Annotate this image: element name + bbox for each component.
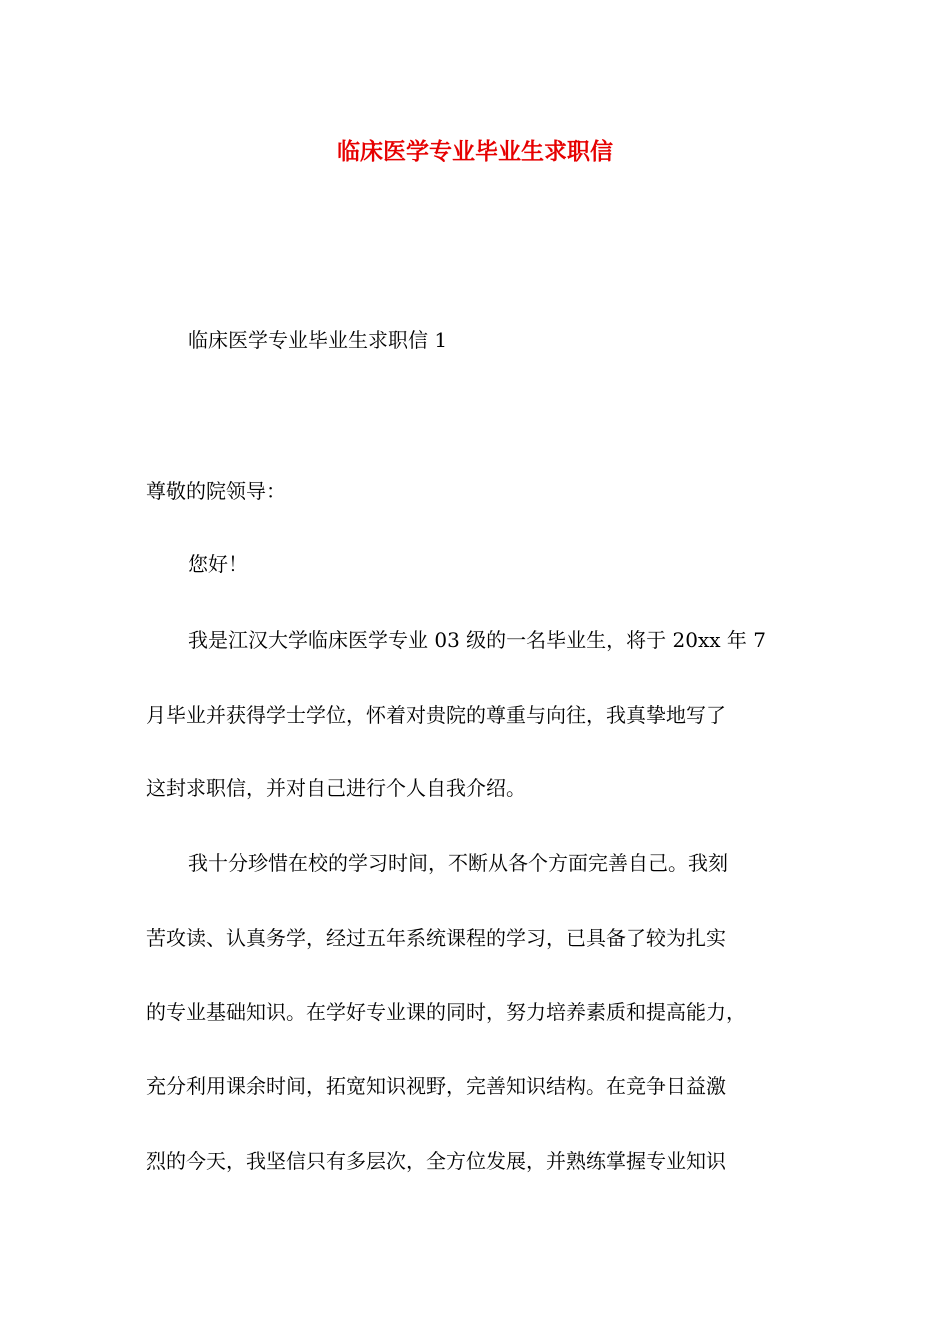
body-line: 月毕业并获得学士学位，怀着对贵院的尊重与向往，我真挚地写了 bbox=[146, 703, 726, 727]
body-line: 烈的今天，我坚信只有多层次，全方位发展，并熟练掌握专业知识 bbox=[146, 1149, 726, 1173]
body-line: 苦攻读、认真务学，经过五年系统课程的学习，已具备了较为扎实 bbox=[146, 926, 726, 950]
document-title: 临床医学专业毕业生求职信 bbox=[337, 138, 613, 165]
greeting: 您好！ bbox=[188, 552, 248, 576]
body-line: 的专业基础知识。在学好专业课的同时，努力培养素质和提高能力， bbox=[146, 1000, 746, 1024]
body-line: 这封求职信，并对自己进行个人自我介绍。 bbox=[146, 776, 526, 800]
body-line: 我是江汉大学临床医学专业 03 级的一名毕业生，将于 20xx 年 7 bbox=[188, 628, 766, 652]
salutation: 尊敬的院领导： bbox=[146, 479, 286, 503]
body-line: 充分利用课余时间，拓宽知识视野，完善知识结构。在竞争日益激 bbox=[146, 1074, 726, 1098]
body-line: 我十分珍惜在校的学习时间，不断从各个方面完善自己。我刻 bbox=[188, 851, 728, 875]
section-subtitle: 临床医学专业毕业生求职信 1 bbox=[188, 328, 448, 352]
